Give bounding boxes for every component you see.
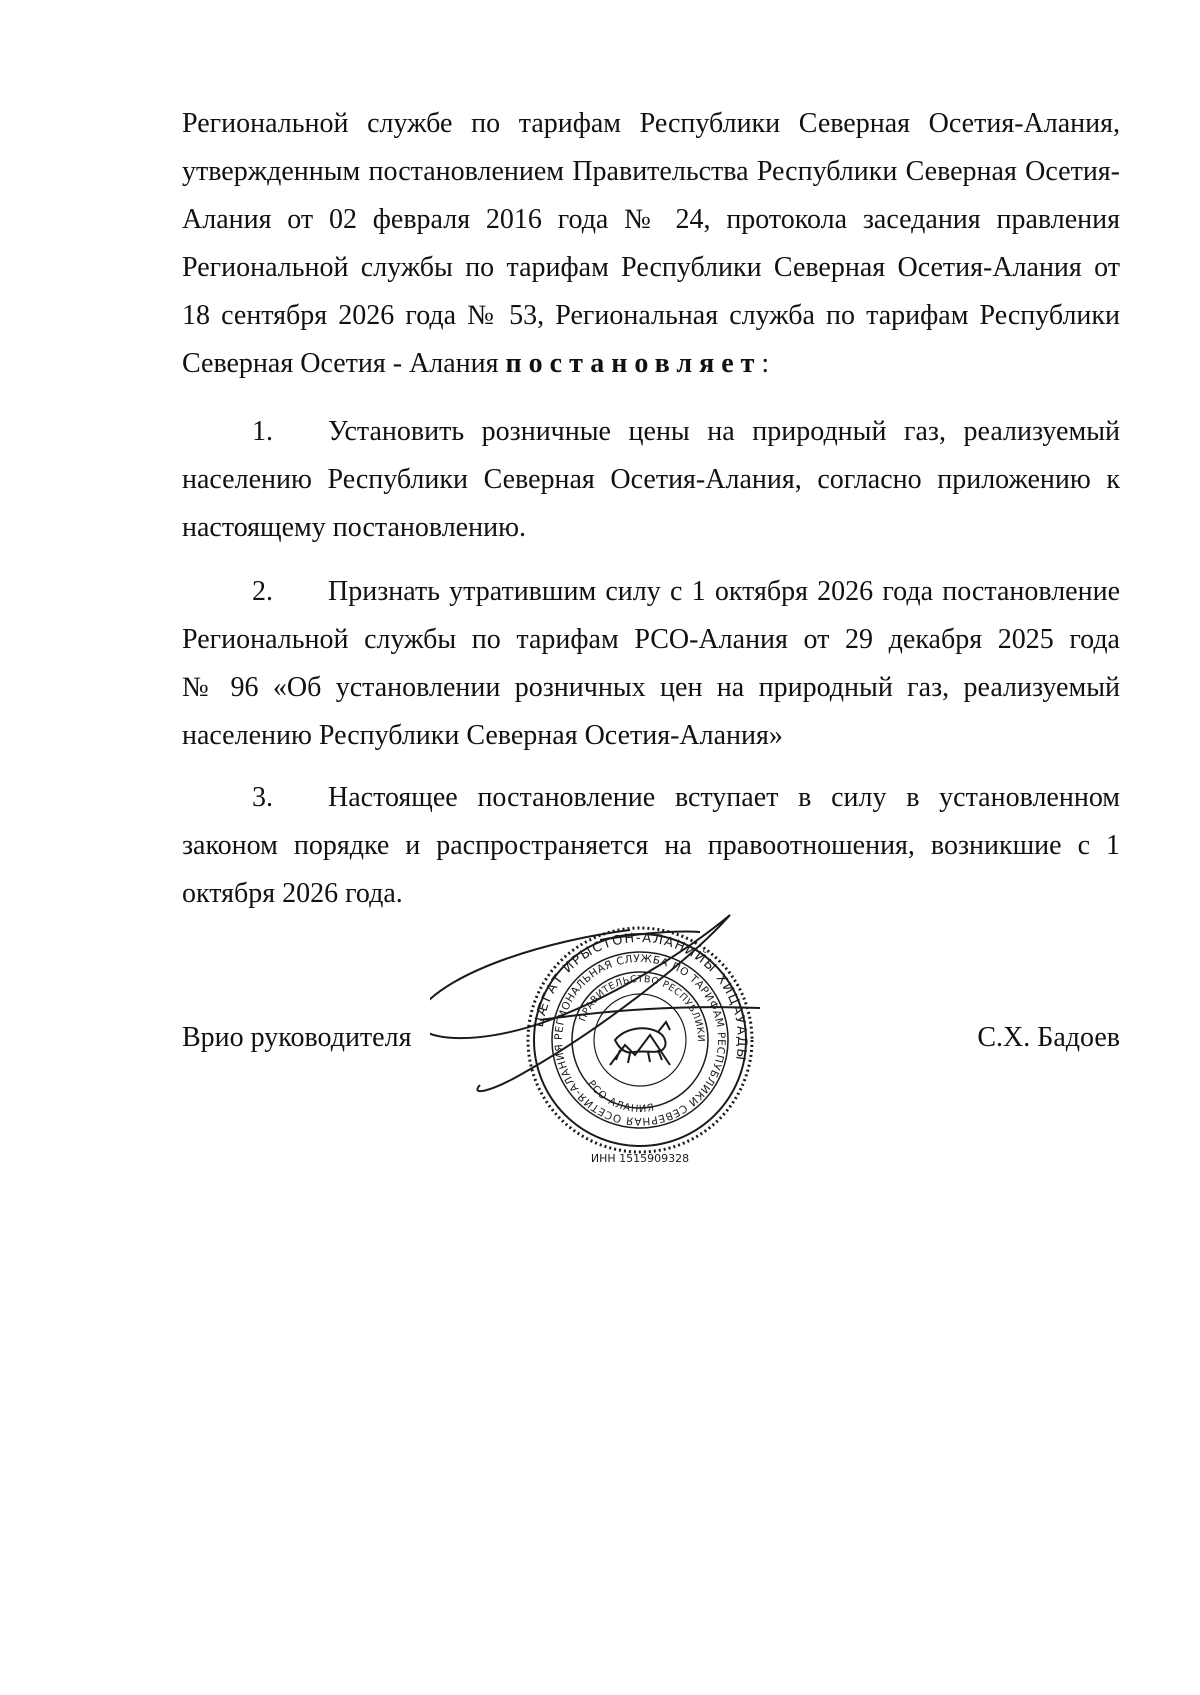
seal-bottom-text: РСО-АЛАНИЯ — [585, 1078, 656, 1116]
preamble-paragraph — [182, 104, 1120, 379]
seal-inner-text: ПРАВИТЕЛЬСТВО РЕСПУБЛИКИ — [577, 973, 707, 1043]
item-line: настоящему постановлению. — [182, 512, 526, 543]
signature-row — [182, 1018, 1120, 1058]
decree-item-2 — [182, 572, 1120, 762]
signer-name: С.Х. Бадоев — [977, 1022, 1120, 1053]
item-line: № 96 «Об установлении розничных цен на природный газ, реализуемый — [182, 672, 1120, 703]
resolves-colon: : — [761, 348, 770, 379]
item-first-text: Установить розничные цены на природный газ, реализуемый — [328, 416, 1120, 447]
item-first-text: Настоящее постановление вступает в силу в установленном — [328, 782, 1120, 813]
resolves-word: постановляет — [505, 348, 762, 379]
item-line: Региональной службы по тарифам РСО-Алания от 29 декабря 2025 года — [182, 624, 1120, 655]
item-line: законом порядке и распространяется на правоотношения, возникшие с 1 — [182, 830, 1120, 861]
preamble-line: Северная Осетия - Алания — [182, 348, 499, 379]
signer-position: Врио руководителя — [182, 1022, 412, 1053]
preamble-line: Алания от 02 февраля 2016 года № 24, протокола заседания правления — [182, 204, 1120, 235]
item-first-text: Признать утратившим силу с 1 октября 2026 года постановление — [328, 576, 1120, 607]
item-line: октября 2026 года. — [182, 878, 403, 909]
item-number: 3. — [252, 782, 273, 813]
preamble-line: Региональной службе по тарифам Республики Северная Осетия-Алания, — [182, 108, 1120, 139]
decree-item-3 — [182, 778, 1120, 918]
decree-item-1 — [182, 412, 1120, 552]
preamble-line: 18 сентября 2026 года № 53, Региональная служба по тарифам Республики — [182, 300, 1120, 331]
seal-inn: ИНН 1515909328 — [590, 1152, 690, 1165]
item-number: 2. — [252, 576, 273, 607]
seal-ring-text: ЦÆГАТ ИРЫСТОН-АЛАНИЙЫ ХИЦАУАДЫ — [531, 930, 750, 1063]
item-number: 1. — [252, 416, 273, 447]
item-line: населению Республики Северная Осетия-Алания» — [182, 720, 783, 751]
item-line: населению Республики Северная Осетия-Алания, согласно приложению к — [182, 464, 1120, 495]
item-first-line — [182, 778, 1120, 818]
item-first-line — [182, 572, 1120, 612]
seal-middle-text: РЕГИОНАЛЬНАЯ СЛУЖБА ПО ТАРИФАМ РЕСПУБЛИКИ СЕВЕРНАЯ ОСЕТИЯ-АЛАНИЯ — [552, 952, 728, 1128]
preamble-line: утвержденным постановлением Правительства Республики Северная Осетия- — [182, 156, 1120, 187]
item-first-line — [182, 412, 1120, 452]
preamble-line: Региональной службы по тарифам Республики Северная Осетия-Алания от — [182, 252, 1120, 283]
preamble-last-line — [182, 344, 1120, 384]
